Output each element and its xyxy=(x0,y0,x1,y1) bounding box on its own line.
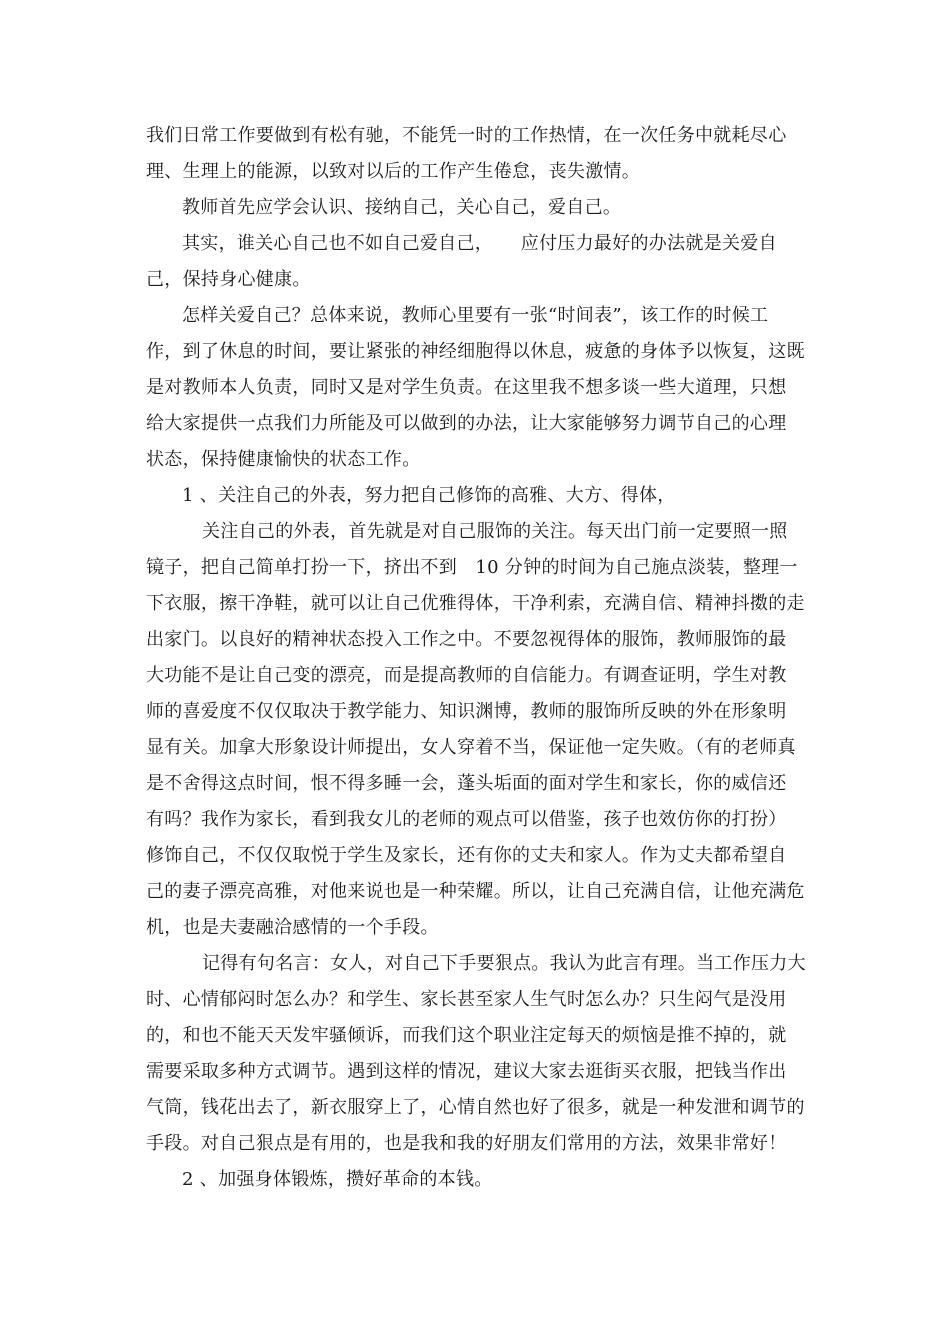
text-line: 的，和也不能天天发牢骚倾诉，而我们这个职业注定每天的烦恼是推不掉的，就 xyxy=(146,1025,787,1046)
text-line: 师的喜爱度不仅仅取决于教学能力、知识渊博，教师的服饰所反映的外在形象明 xyxy=(146,701,787,722)
text-line: 我们日常工作要做到有松有驰，不能凭一时的工作热情，在一次任务中就耗尽心 xyxy=(146,125,787,146)
text-line: 给大家提供一点我们力所能及可以做到的办法，让大家能够努力调节自己的心理 xyxy=(146,413,787,434)
text-line: 记得有句名言：女人，对自己下手要狠点。我认为此言有理。当工作压力大 xyxy=(202,953,806,974)
text-line: 作，到了休息的时间，要让紧张的神经细胞得以休息，疲惫的身体予以恢复，这既 xyxy=(146,341,805,362)
text-line: 是不舍得这点时间，恨不得多睡一会，蓬头垢面的面对学生和家长，你的威信还 xyxy=(146,773,787,794)
text-line: 教师首先应学会认识、接纳自己，关心自己，爱自己。 xyxy=(182,197,622,218)
text-line: 是对教师本人负责，同时又是对学生负责。在这里我不想多谈一些大道理，只想 xyxy=(146,377,787,398)
text-line: 出家门。以良好的精神状态投入工作之中。不要忽视得体的服饰，教师服饰的最 xyxy=(146,629,787,650)
text-line: 己，保持身心健康。 xyxy=(146,269,311,290)
text-line: 手段。对自己狠点是有用的，也是我和我的好朋友们常用的方法，效果非常好！ xyxy=(146,1133,787,1154)
text-line: 时、心情郁闷时怎么办？和学生、家长甚至家人生气时怎么办？只生闷气是没用 xyxy=(146,989,787,1010)
text-line: 其实，谁关心自己也不如自己爱自己， 应付压力最好的办法就是关爱自 xyxy=(182,233,777,254)
text-line: 有吗？我作为家长，看到我女儿的老师的观点可以借鉴，孩子也效仿你的打扮） xyxy=(146,809,787,830)
text-line: 状态，保持健康愉快的状态工作。 xyxy=(146,449,421,470)
text-line: 理、生理上的能源，以致对以后的工作产生倦怠，丧失激情。 xyxy=(146,161,641,182)
text-line: 镜子，把自己简单打扮一下，挤出不到 10 分钟的时间为自己施点淡装，整理一 xyxy=(146,557,798,578)
text-line: 机，也是夫妻融洽感情的一个手段。 xyxy=(146,917,439,938)
text-line: 大功能不是让自己变的漂亮，而是提高教师的自信能力。有调查证明，学生对教 xyxy=(146,665,787,686)
text-line: 下衣服，擦干净鞋，就可以让自己优雅得体，干净利索，充满自信、精神抖擞的走 xyxy=(146,593,805,614)
text-line: 己的妻子漂亮高雅，对他来说也是一种荣耀。所以，让自己充满自信，让他充满危 xyxy=(146,881,805,902)
text-line: 修饰自己，不仅仅取悦于学生及家长，还有你的丈夫和家人。作为丈夫都希望自 xyxy=(146,845,787,866)
text-line: 气筒，钱花出去了，新衣服穿上了，心情自然也好了很多，就是一种发泄和调节的 xyxy=(146,1097,805,1118)
text-line: 怎样关爱自己？总体来说，教师心里要有一张“时间表”，该工作的时候工 xyxy=(182,305,769,326)
section-heading: 1 、关注自己的外表，努力把自己修饰的高雅、大方、得体， xyxy=(182,485,676,506)
text-line: 关注自己的外表，首先就是对自己服饰的关注。每天出门前一定要照一照 xyxy=(202,521,788,542)
text-line: 显有关。加拿大形象设计师提出，女人穿着不当，保证他一定失败。（有的老师真 xyxy=(146,737,796,758)
section-heading: 2 、加强身体锻炼，攒好革命的本钱。 xyxy=(182,1169,493,1190)
text-line: 需要采取多种方式调节。遇到这样的情况，建议大家去逛街买衣服，把钱当作出 xyxy=(146,1061,787,1082)
